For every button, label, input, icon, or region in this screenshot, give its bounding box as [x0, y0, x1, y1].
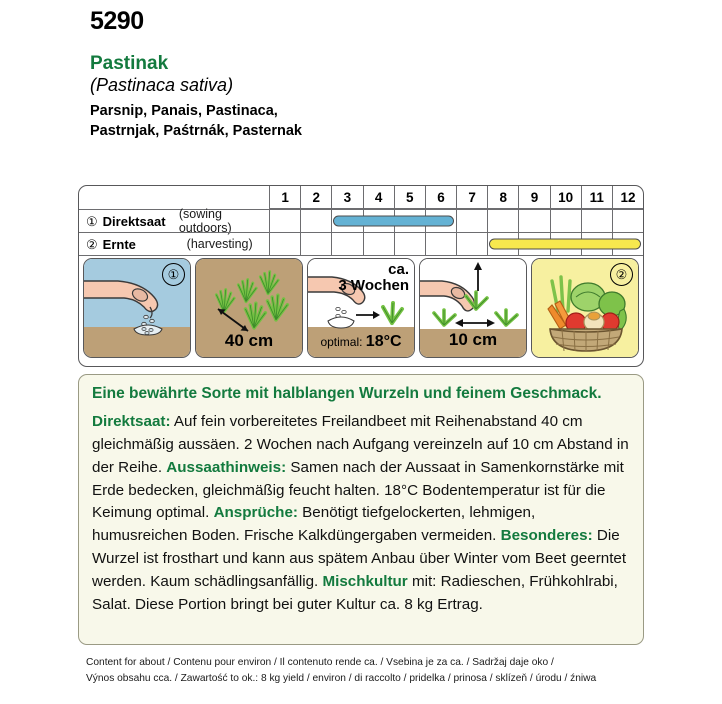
description-title: Eine bewährte Sorte mit halblangen Wurzeln und feinem Geschmack.	[92, 385, 602, 402]
optimal-temperature-prefix: optimal:	[320, 335, 366, 349]
footer-line-1: Content for about / Contenu pour environ / Il contenuto rende ca. / Vsebina je za ca. / Sadržaj daje oko /	[86, 657, 554, 668]
description-text-9: mit: Radieschen, Frühkohlrabi, Salat. Diese Portion bringt bei guter Kultur ca. 8 kg Ertrag.	[92, 572, 618, 613]
spacing-arrow-icon	[455, 319, 495, 327]
germination-duration-line-1: ca.	[388, 261, 409, 278]
footer-line-2: Výnos obsahu cca. / Zawartość to ok.: 8 kg yield / environ / di raccolto / pridelka / prinosa / sklízeň / úrodu / źniwa	[86, 672, 597, 684]
month-header-10: 10	[550, 186, 581, 208]
description-heading-4: Ansprüche:	[213, 504, 298, 522]
month-header-1: 1	[269, 186, 300, 208]
calendar-cell-month-4	[363, 232, 394, 255]
optimal-temperature-value: 18°C	[365, 333, 402, 350]
illustration-row-spacing	[195, 258, 303, 358]
sowing-label-en: (sowing outdoors)	[178, 207, 232, 235]
spacing-arrow-icon	[218, 309, 248, 331]
month-header-2: 2	[300, 186, 331, 208]
harvest-period-bar	[489, 238, 641, 249]
germination-duration-line-2: 3 Wochen	[338, 276, 409, 294]
optimal-temperature-caption	[308, 333, 414, 351]
marker-one-icon: ①	[86, 213, 98, 229]
description-body	[92, 411, 630, 616]
calendar-cell-month-8	[487, 209, 518, 232]
calendar-cell-month-5	[394, 232, 425, 255]
sowing-label-de: Direktsaat	[102, 213, 166, 229]
calendar-cell-month-7	[456, 232, 487, 255]
illustration-germination-time	[307, 258, 415, 358]
description-heading-6: Besonderes:	[500, 527, 593, 545]
alternate-names	[90, 101, 650, 142]
month-header-7: 7	[456, 186, 487, 208]
month-header-3: 3	[331, 186, 362, 208]
growing-calendar-panel	[78, 185, 644, 367]
harvest-label-en: (harvesting)	[186, 237, 253, 251]
harvest-label-de: Ernte	[102, 236, 136, 252]
description-panel	[78, 374, 644, 645]
marker-two-icon: ②	[86, 236, 98, 252]
calendar-cell-month-6	[425, 232, 456, 255]
month-header-4: 4	[363, 186, 394, 208]
harvest-month-cells	[269, 232, 643, 255]
row-spacing-caption: 40 cm	[224, 331, 274, 350]
calendar-cell-month-2	[300, 232, 331, 255]
illustration-harvest-basket	[531, 258, 639, 358]
step-badge-one: ①	[162, 263, 185, 286]
description-text-1: Auf fein vorbereitetes Freilandbeet mit Reihenabstand 40 cm gleichmäßig aussäen. 2 Wochen nach Aufgang vereinzeln auf 10 cm Abstand in der Reihe.	[92, 413, 629, 476]
calendar-row-harvest	[79, 232, 643, 256]
month-header-11: 11	[581, 186, 612, 208]
month-header-5: 5	[394, 186, 425, 208]
calendar-cell-month-3	[331, 232, 362, 255]
illustration-thinning-spacing	[419, 258, 527, 358]
calendar-row-sowing	[79, 207, 643, 235]
description-heading-2: Aussaathinweis:	[166, 458, 287, 476]
calendar-cell-month-12	[612, 209, 643, 232]
calendar-cell-month-2	[300, 209, 331, 232]
calendar-cell-month-9	[518, 209, 549, 232]
month-header-12: 12	[612, 186, 643, 208]
product-sku: 5290	[90, 7, 144, 35]
thinning-spacing-caption: 10 cm	[448, 330, 498, 349]
description-text-3: Samen nach der Aussaat in Samenkornstärke mit Erde bedecken, gleichmäßig feucht halten. 18°C Bodentemperatur ist für die Keimung optimal.	[92, 458, 624, 522]
packet-header	[90, 8, 650, 142]
step-badge-two: ②	[610, 263, 633, 286]
month-header-9: 9	[518, 186, 549, 208]
germination-duration-caption	[338, 262, 409, 294]
latin-name: (Pastinaca sativa)	[90, 75, 234, 96]
description-heading-0: Direktsaat:	[92, 413, 171, 431]
sowing-month-cells	[269, 209, 643, 232]
description-text-7: Die Wurzel ist frosthart und kann aus spätem Anbau über Winter vom Beet geerntet werden. Kaum schädlingsanfällig.	[92, 527, 627, 590]
calendar-cell-month-1	[269, 209, 300, 232]
calendar-header-spacer	[79, 186, 269, 209]
calendar-header-row	[79, 186, 643, 209]
illustration-sowing-outdoors	[83, 258, 191, 358]
calendar-cell-month-1	[269, 232, 300, 255]
description-text-5: Benötigt tiefgelockerten, lehmigen, humusreichen Boden. Frische Kalkdüngergaben vermeiden.	[92, 504, 536, 545]
common-name: Pastinak	[90, 52, 169, 74]
calendar-row-sowing-label	[79, 207, 269, 235]
calendar-cell-month-11	[581, 209, 612, 232]
calendar-cell-month-7	[456, 209, 487, 232]
calendar-row-harvest-label	[79, 232, 269, 255]
sowing-harvest-calendar	[79, 186, 643, 256]
illustration-strip	[83, 258, 639, 362]
alternate-names-line-2: Pastrnjak, Paśtrnák, Pasternak	[90, 123, 302, 140]
calendar-cell-month-10	[550, 209, 581, 232]
alternate-names-line-1: Parsnip, Panais, Pastinaca,	[90, 102, 278, 119]
multilingual-footer	[86, 655, 666, 687]
description-heading-8: Mischkultur	[322, 572, 408, 590]
pull-up-arrow-icon	[474, 262, 482, 291]
month-header-8: 8	[487, 186, 518, 208]
month-header-cells	[269, 186, 643, 209]
sowing-period-bar	[333, 215, 454, 226]
month-header-6: 6	[425, 186, 456, 208]
